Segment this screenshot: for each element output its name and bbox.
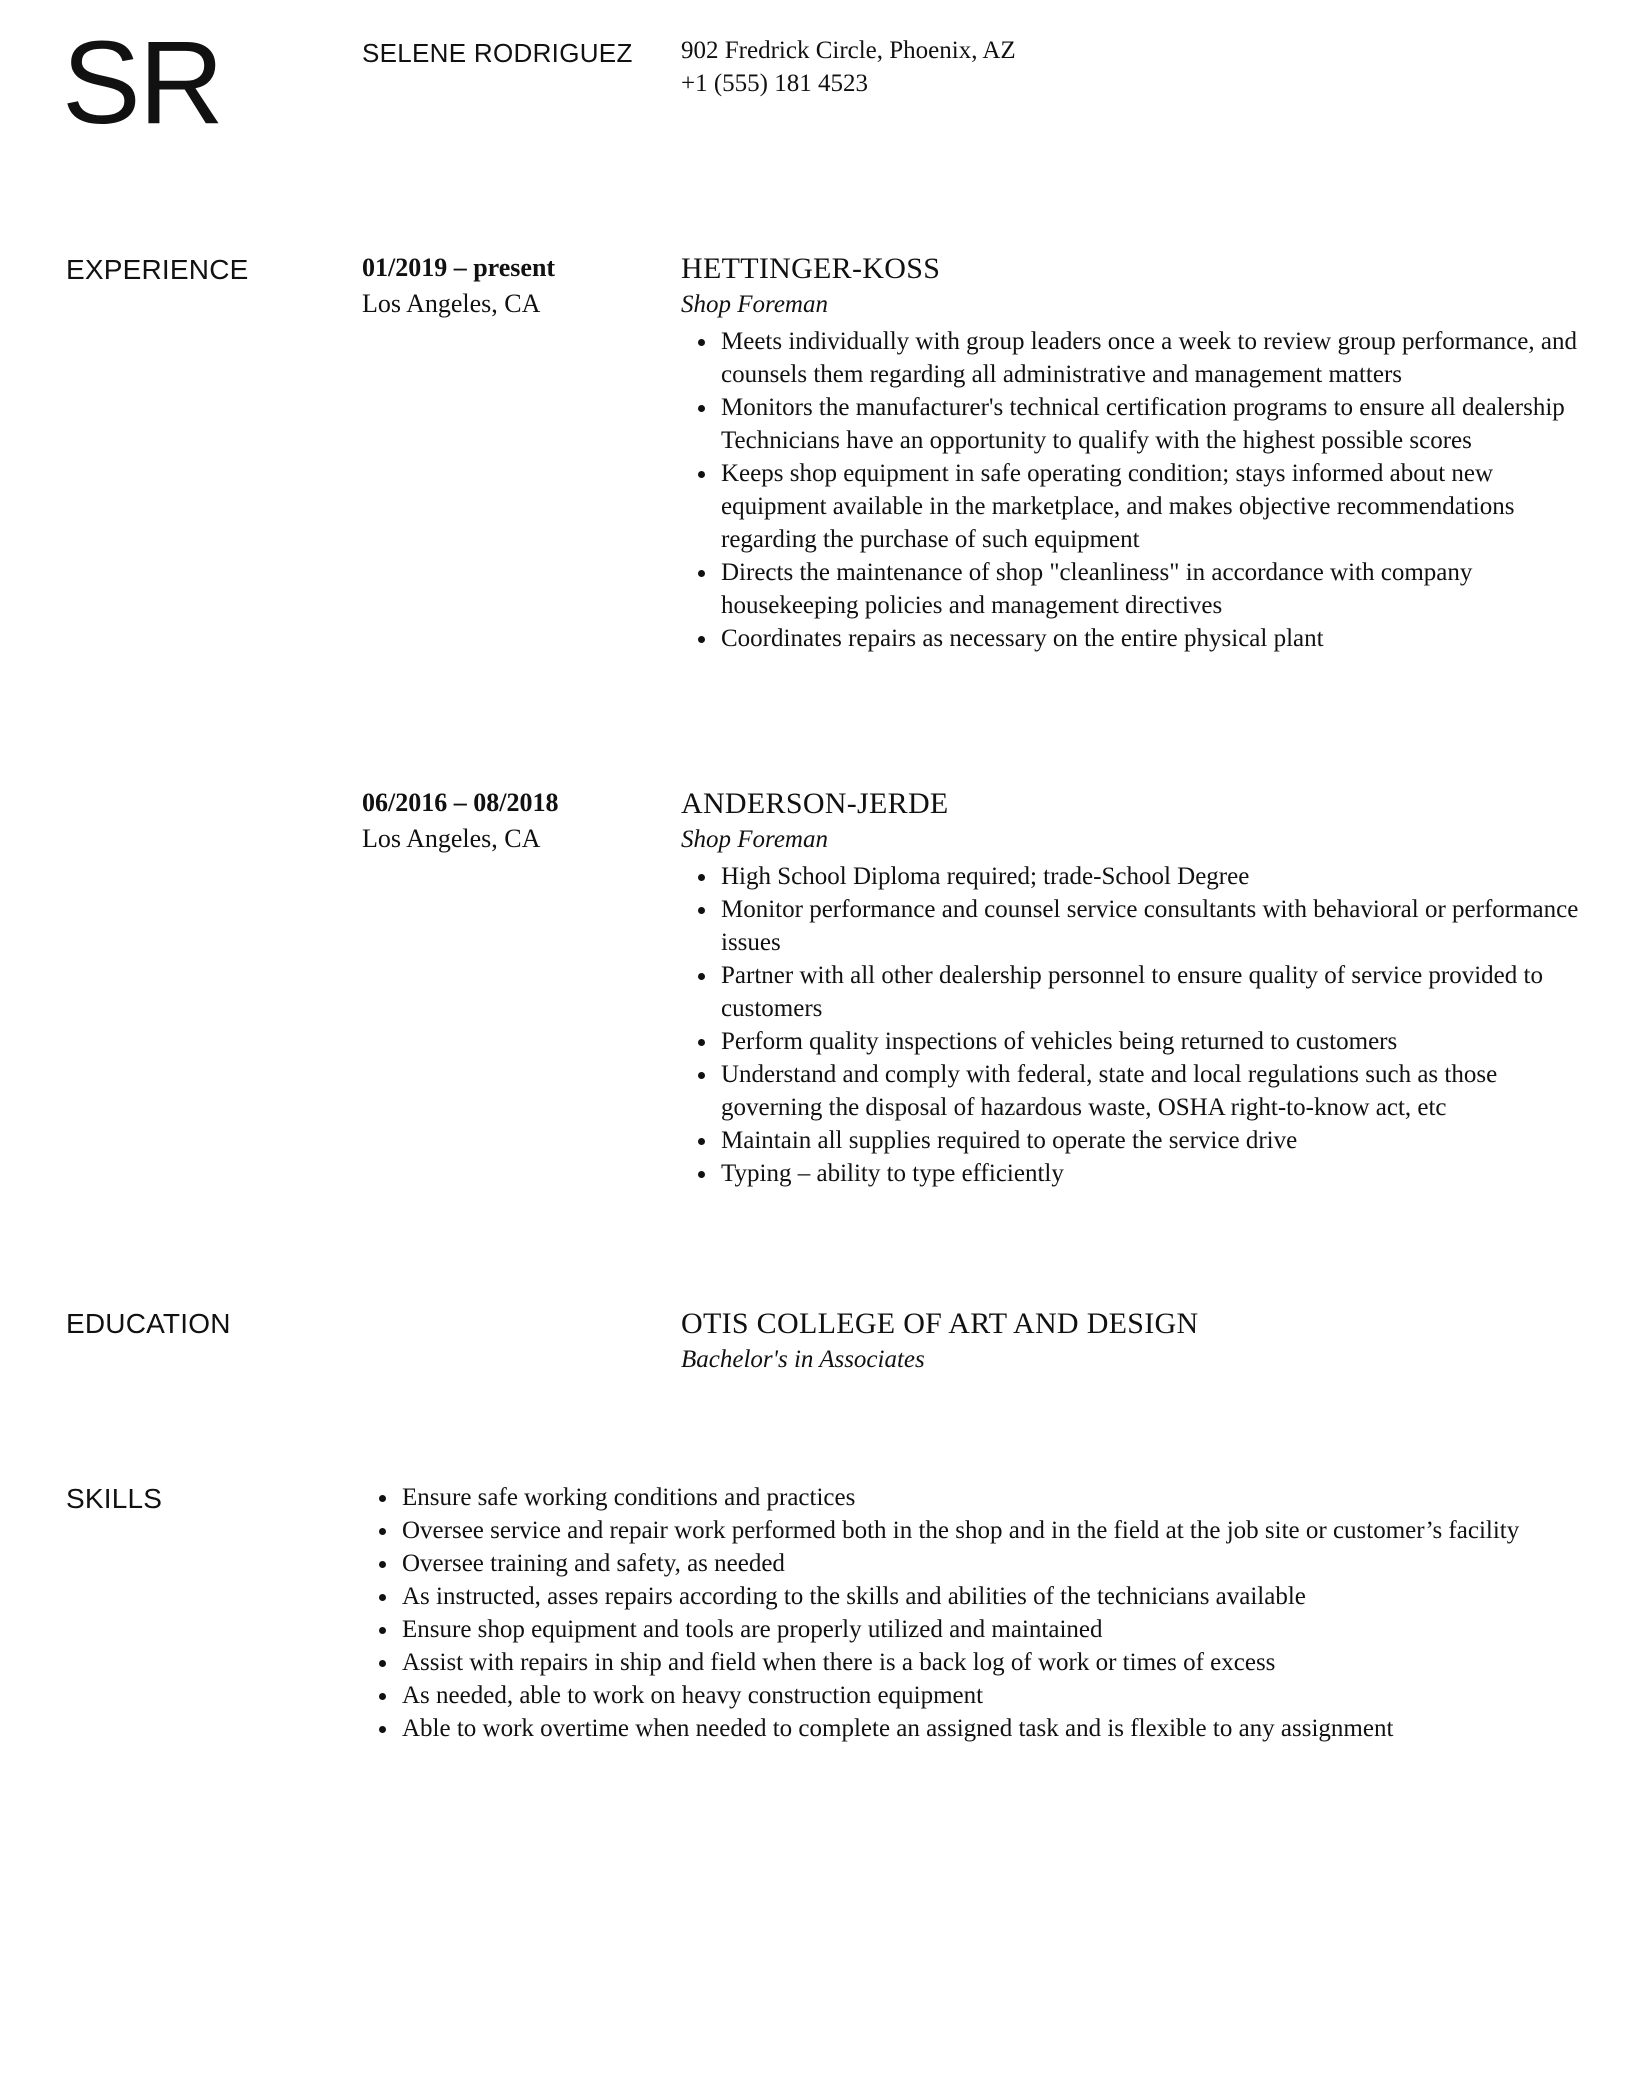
education-entry [681, 1307, 1581, 1376]
skill-item: Oversee training and safety, as needed [362, 1547, 1582, 1580]
duty-item: Partner with all other dealership personnel to ensure quality of service provided to customers [681, 959, 1581, 1025]
duty-item: Meets individually with group leaders once a week to review group performance, and counsels them regarding all administrative and management matters [681, 325, 1581, 391]
contact-info [681, 34, 1016, 100]
duty-item: Monitors the manufacturer's technical certification programs to ensure all dealership Technicians have an opportunity to qualify with the highest possible scores [681, 391, 1581, 457]
duty-item: Monitor performance and counsel service consultants with behavioral or performance issues [681, 893, 1581, 959]
job-duties [681, 325, 1581, 655]
skill-item: Ensure safe working conditions and practices [362, 1481, 1582, 1514]
job-2 [681, 787, 1581, 1190]
job-dates: 06/2016 – 08/2018 [362, 788, 559, 817]
job-dates: 01/2019 – present [362, 253, 556, 282]
job-2-meta [362, 787, 558, 855]
skills-list [362, 1481, 1582, 1745]
job-location: Los Angeles, CA [362, 289, 541, 318]
job-location: Los Angeles, CA [362, 824, 541, 853]
job-duties [681, 860, 1581, 1190]
monogram: SR [62, 17, 222, 149]
duty-item: Perform quality inspections of vehicles being returned to customers [681, 1025, 1581, 1058]
skills-list-container [362, 1481, 1582, 1745]
job-1-meta [362, 252, 555, 320]
job-role: Shop Foreman [681, 826, 828, 853]
duty-item: Keeps shop equipment in safe operating condition; stays informed about new equipment available in the marketplace, and makes objective recommendations regarding the purchase of such equipment [681, 457, 1581, 556]
job-role: Shop Foreman [681, 291, 828, 318]
duty-item: Maintain all supplies required to operate the service drive [681, 1124, 1581, 1157]
duty-item: Coordinates repairs as necessary on the entire physical plant [681, 622, 1581, 655]
company-name: HETTINGER-KOSS [681, 252, 941, 285]
phone: +1 (555) 181 4523 [681, 70, 868, 97]
experience-heading: EXPERIENCE [66, 254, 249, 285]
education-heading: EDUCATION [66, 1308, 231, 1339]
company-name: ANDERSON-JERDE [681, 787, 949, 820]
skill-item: Assist with repairs in ship and field when there is a back log of work or times of excess [362, 1646, 1582, 1679]
duty-item: Typing – ability to type efficiently [681, 1157, 1581, 1190]
skills-heading: SKILLS [66, 1483, 163, 1514]
duty-item: Directs the maintenance of shop "cleanliness" in accordance with company housekeeping policies and management directives [681, 556, 1581, 622]
degree: Bachelor's in Associates [681, 1346, 925, 1373]
job-1 [681, 252, 1581, 655]
skill-item: As instructed, asses repairs according to the skills and abilities of the technicians available [362, 1580, 1582, 1613]
skill-item: Oversee service and repair work performed both in the shop and in the field at the job site or customer’s facility [362, 1514, 1582, 1547]
skill-item: Ensure shop equipment and tools are properly utilized and maintained [362, 1613, 1582, 1646]
skill-item: Able to work overtime when needed to complete an assigned task and is flexible to any assignment [362, 1712, 1582, 1745]
candidate-name: SELENE RODRIGUEZ [362, 38, 633, 68]
school-name: OTIS COLLEGE OF ART AND DESIGN [681, 1307, 1199, 1340]
skill-item: As needed, able to work on heavy construction equipment [362, 1679, 1582, 1712]
address: 902 Fredrick Circle, Phoenix, AZ [681, 37, 1016, 64]
duty-item: High School Diploma required; trade-School Degree [681, 860, 1581, 893]
duty-item: Understand and comply with federal, state and local regulations such as those governing the disposal of hazardous waste, OSHA right-to-know act, etc [681, 1058, 1581, 1124]
